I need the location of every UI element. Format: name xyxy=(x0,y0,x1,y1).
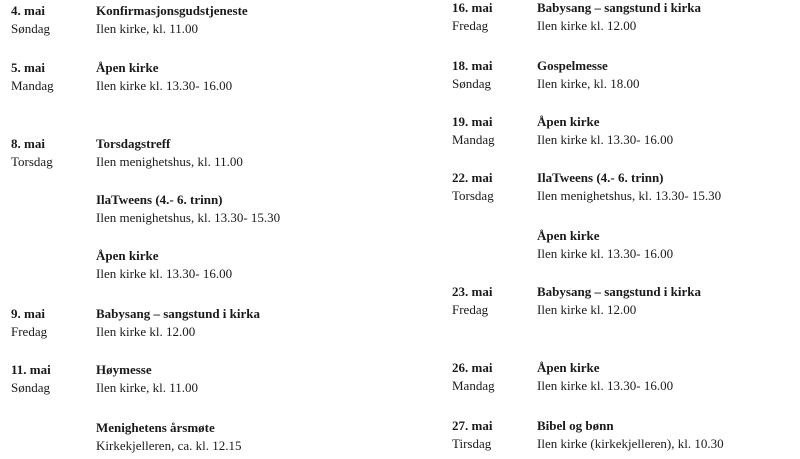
event-date: 16. mai xyxy=(452,0,493,15)
event-detail: Ilen kirke, kl. 11.00 xyxy=(96,380,199,395)
event-day: Fredag xyxy=(452,18,489,33)
event-entry xyxy=(0,135,430,175)
event-day: Mandag xyxy=(452,132,495,147)
event-detail: Kirkekjelleren, ca. kl. 12.15 xyxy=(96,438,242,453)
event-title: Høymesse xyxy=(96,362,152,377)
event-day: Mandag xyxy=(11,78,54,93)
event-detail: Ilen kirke kl. 12.00 xyxy=(96,324,196,339)
event-title: Åpen kirke xyxy=(537,360,600,375)
event-title: Bibel og bønn xyxy=(537,418,614,433)
event-date: 19. mai xyxy=(452,114,493,129)
event-date: 27. mai xyxy=(452,418,493,433)
event-entry xyxy=(441,227,800,267)
event-entry xyxy=(0,305,430,345)
event-entry xyxy=(441,113,800,153)
event-title: Åpen kirke xyxy=(537,114,600,129)
event-entry xyxy=(0,191,430,231)
event-date: 11. mai xyxy=(11,362,51,377)
event-detail: Ilen kirke (kirkekjelleren), kl. 10.30 xyxy=(537,436,724,451)
event-entry xyxy=(441,417,800,457)
event-day: Søndag xyxy=(11,380,50,395)
event-title: IlaTweens (4.- 6. trinn) xyxy=(96,192,223,207)
event-date: 23. mai xyxy=(452,284,493,299)
event-day: Fredag xyxy=(11,324,48,339)
event-day: Mandag xyxy=(452,378,495,393)
event-title: Babysang – sangstund i kirka xyxy=(537,0,702,15)
event-title: Gospelmesse xyxy=(537,58,608,73)
event-entry xyxy=(0,419,430,459)
event-entry xyxy=(441,169,800,209)
event-date: 9. mai xyxy=(11,306,45,321)
event-title: IlaTweens (4.- 6. trinn) xyxy=(537,170,664,185)
event-title: Åpen kirke xyxy=(96,248,159,263)
event-day: Torsdag xyxy=(452,188,494,203)
event-date: 26. mai xyxy=(452,360,493,375)
event-detail: Ilen kirke, kl. 18.00 xyxy=(537,76,640,91)
event-date: 22. mai xyxy=(452,170,493,185)
event-entry xyxy=(0,2,430,42)
event-title: Babysang – sangstund i kirka xyxy=(96,306,261,321)
event-entry xyxy=(0,59,430,99)
event-day: Søndag xyxy=(11,21,50,36)
event-entry xyxy=(441,283,800,323)
event-detail: Ilen kirke kl. 13.30- 16.00 xyxy=(537,132,674,147)
event-detail: Ilen menighetshus, kl. 13.30- 15.30 xyxy=(96,210,281,225)
event-title: Åpen kirke xyxy=(537,228,600,243)
event-detail: Ilen kirke kl. 13.30- 16.00 xyxy=(537,378,674,393)
event-day: Tirsdag xyxy=(452,436,492,451)
event-detail: Ilen kirke kl. 12.00 xyxy=(537,18,637,33)
event-date: 8. mai xyxy=(11,136,45,151)
event-date: 18. mai xyxy=(452,58,493,73)
event-title: Menighetens årsmøte xyxy=(96,420,215,435)
event-entry xyxy=(0,361,430,401)
event-entry xyxy=(0,247,430,287)
event-detail: Ilen menighetshus, kl. 11.00 xyxy=(96,154,243,169)
event-detail: Ilen kirke, kl. 11.00 xyxy=(96,21,199,36)
event-title: Babysang – sangstund i kirka xyxy=(537,284,702,299)
event-detail: Ilen kirke kl. 13.30- 16.00 xyxy=(96,266,233,281)
event-title: Konfirmasjonsgudstjeneste xyxy=(96,3,248,18)
event-entry xyxy=(441,57,800,97)
event-detail: Ilen menighetshus, kl. 13.30- 15.30 xyxy=(537,188,722,203)
event-day: Søndag xyxy=(452,76,491,91)
event-detail: Ilen kirke kl. 12.00 xyxy=(537,302,637,317)
event-date: 4. mai xyxy=(11,3,45,18)
event-entry xyxy=(441,0,800,39)
event-title: Torsdagstreff xyxy=(96,136,171,151)
event-entry xyxy=(441,359,800,399)
event-detail: Ilen kirke kl. 13.30- 16.00 xyxy=(537,246,674,261)
event-day: Torsdag xyxy=(11,154,53,169)
event-date: 5. mai xyxy=(11,60,45,75)
event-day: Fredag xyxy=(452,302,489,317)
event-detail: Ilen kirke kl. 13.30- 16.00 xyxy=(96,78,233,93)
event-title: Åpen kirke xyxy=(96,60,159,75)
